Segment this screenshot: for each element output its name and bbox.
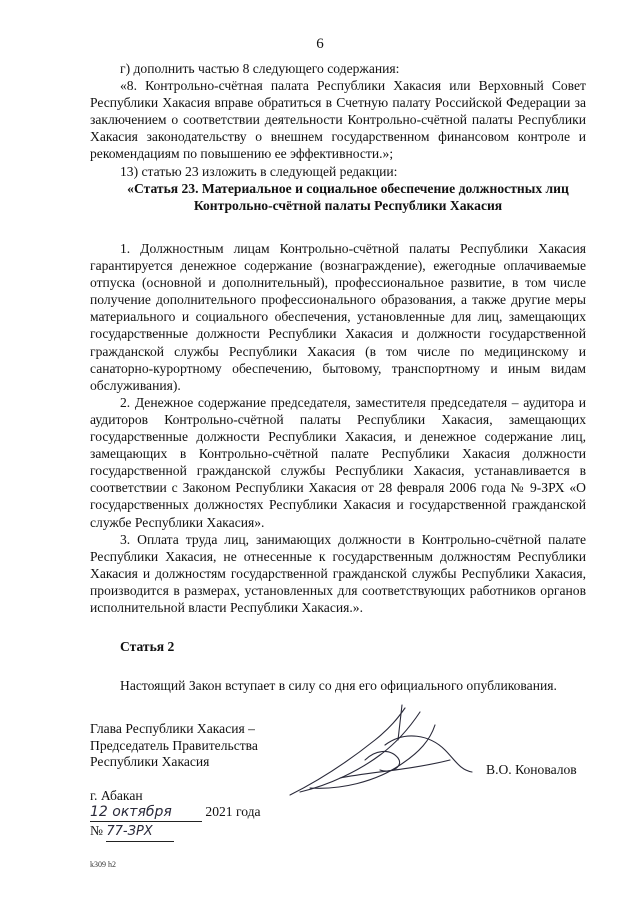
part8-paragraph: «8. Контрольно-счётная палата Республики Хакасия или Верховный Совет Республики Хакасия вправе обратиться в Счетную палату Российской Федерации за заключением о соответствии деятельности Контрольно-счётной палаты Республики Хакасия законодательству о внешнем государственном финансовом контроле и рекомендациям по повышению ее эффективности.»;: [90, 78, 586, 162]
article2-body: [90, 677, 586, 694]
article23-heading: «Статья 23. Материальное и социальное обеспечение должностных лиц Контрольно-счётной палаты Республики Хакасия: [127, 180, 569, 213]
number-line: [90, 823, 240, 842]
position-line-1: Глава Республики Хакасия –: [90, 721, 255, 736]
article2-title: Статья 2: [120, 639, 175, 654]
item13-line: 13) статью 23 изложить в следующей редакции:: [120, 163, 398, 179]
article23-body: [90, 240, 586, 616]
article23-paragraph-3: 3. Оплата труда лиц, занимающих должности в Контрольно-счётной палате Республики Хакасия, не отнесенные к государственным должностям Республики Хакасия и должностям государственной гражданской службы Республики Хакасия, производится в размерах, установленных для соответствующих работников органов исполнительной власти Республики Хакасия.».: [90, 531, 586, 615]
article2-text: Настоящий Закон вступает в силу со дня его официального опубликования.: [120, 678, 557, 693]
place-city: г. Абакан: [90, 788, 143, 803]
signatory-position: [90, 721, 258, 771]
document-code: k309 h2: [90, 860, 116, 869]
position-line-2: Председатель Правительства: [90, 737, 258, 753]
number-handwritten: 77-ЗРХ: [106, 824, 174, 842]
article23-paragraph-1: 1. Должностным лицам Контрольно-счётной палаты Республики Хакасия гарантируется денежное содержание (вознаграждение), ежегодные оплачиваемые отпуска (основной и дополнительный), профессиональное развитие, в том числе получение дополнительного профессионального образования, а также другие меры материального и социального обеспечения, установленные для лиц, замещающих государственные должности Республики Хакасия и должности государственной гражданской службы Республики Хакасия (в том числе по медицинскому и санаторно-курортному обеспечению, бытовому, транспортному и иным видам обслуживания).: [90, 241, 586, 393]
page-number: 6: [316, 36, 324, 52]
date-handwritten: 12 октября: [90, 804, 202, 822]
handwritten-signature: [280, 700, 480, 805]
signatory-name: В.О. Коновалов: [486, 762, 577, 777]
date-line: [90, 804, 290, 822]
article23-paragraph-2: 2. Денежное содержание председателя, заместителя председателя – аудитора и аудиторов Контрольно-счётной палаты Республики Хакасия, замещающих государственные должности Республики Хакасия, и денежное содержание лиц, замещающих в Контрольно-счётной палате Республики Хакасия должности государственной гражданской службы Республики Хакасия, устанавливается в соответствии с Законом Республики Хакасия от 28 февраля 2006 года № 9-ЗРХ «О государственных должностях Республики Хакасия и государственной гражданской службе Республики Хакасия».: [90, 394, 586, 530]
date-year: 2021 года: [205, 804, 261, 819]
number-prefix: №: [90, 823, 103, 838]
amendment-intro: [90, 60, 586, 214]
position-line-3: Республики Хакасия: [90, 754, 210, 769]
intro-line: г) дополнить частью 8 следующего содержания:: [120, 61, 400, 76]
